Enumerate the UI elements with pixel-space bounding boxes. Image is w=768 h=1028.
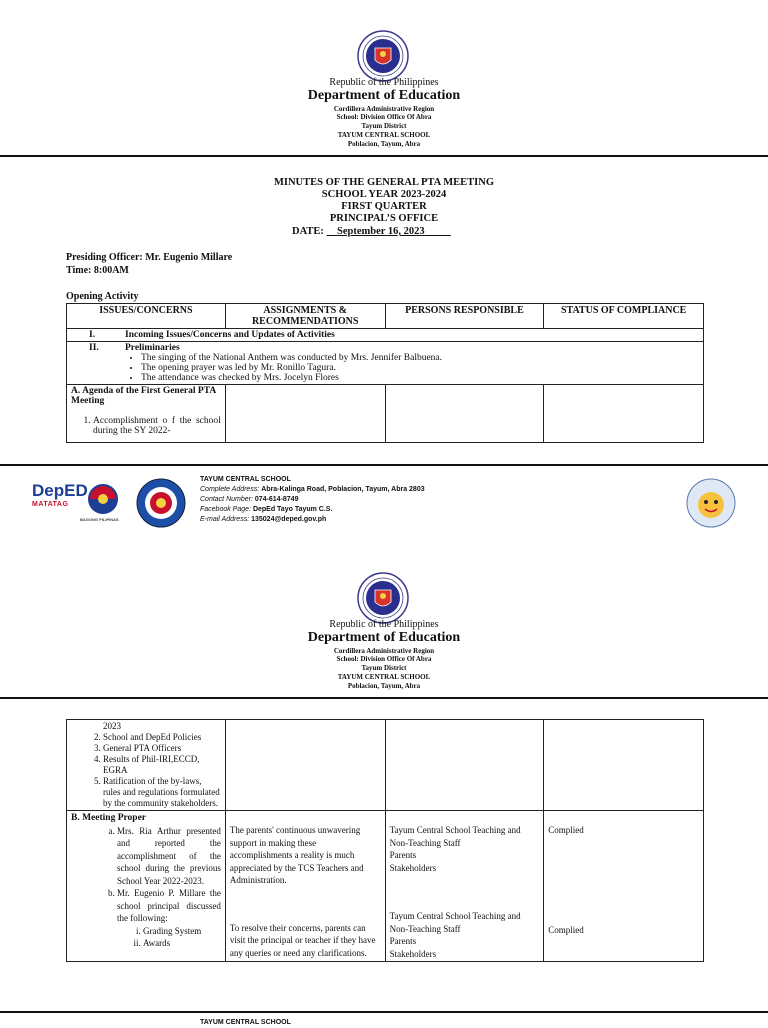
section-one: I. Incoming Issues/Concerns and Updates of Activities [67, 329, 704, 342]
col-persons: PERSONS RESPONSIBLE [385, 304, 544, 329]
date-line [292, 226, 451, 238]
address-label: Poblacion, Tayum, Abra [347, 140, 421, 148]
col-assignments: ASSIGNMENTS & RECOMMENDATIONS [225, 304, 385, 329]
table-header-row [67, 304, 704, 329]
table-row [67, 342, 704, 385]
table-row [67, 385, 704, 443]
minutes-table-continued [66, 719, 704, 962]
minutes-table [66, 303, 704, 443]
table-row [67, 329, 704, 342]
status-cell [544, 811, 704, 962]
table-row [67, 720, 704, 811]
persons-b: Tayum Central School Teaching and Non-Teaching Staff Parents Stakeholders [389, 911, 521, 959]
meeting-time: Time: 8:00AM [66, 265, 129, 276]
district-label: Tayum District [361, 122, 407, 130]
deped-matatag-logo: DepED MATATAG [32, 481, 88, 508]
presiding-officer: Presiding Officer: Mr. Eugenio Millare [66, 252, 233, 263]
bagong-pilipinas-icon [86, 482, 120, 516]
list-item: i. Grading System [143, 925, 221, 938]
agenda-list [71, 732, 221, 809]
status-a: Complied [548, 825, 584, 835]
agenda-continued-cell: 2023 2. School and DepEd Policies 3. General PTA Officers 4. Results of Phil-IRI,ECCD, EGRA 5. Ratification of the by-laws, rules and regulations formulated by the community stakeholders. [67, 720, 226, 811]
school-label: TAYUM CENTRAL SCHOOL [337, 673, 431, 681]
list-item: • The attendance was checked by Mrs. Jocelyn Flores [141, 373, 699, 383]
bagong-pilipinas-label: BAGONG PILIPINAS [80, 517, 119, 522]
recommendations-cell [225, 811, 385, 962]
agenda-cell: A. Agenda of the First General PTA Meeting 1. Accomplishment o f the school during the SY 2022- [67, 385, 226, 443]
republic-label: Republic of the Philippines [329, 77, 439, 88]
title-line2: SCHOOL YEAR 2023-2024 [321, 189, 447, 200]
date-value: September 16, 2023 [337, 226, 425, 237]
republic-label: Republic of the Philippines [329, 619, 439, 630]
division-label: School: Division Office Of Abra [336, 655, 432, 663]
list-item: a. Mrs. Ria Arthur presented and reported the accomplishment of the school during the previous School Year 2022-2023. [117, 825, 221, 888]
school-mascot-icon [686, 478, 736, 528]
footer-school: TAYUM CENTRAL SCHOOL [200, 1019, 291, 1026]
school-seal-icon [136, 478, 186, 528]
district-label: Tayum District [361, 664, 407, 672]
school-label: TAYUM CENTRAL SCHOOL [337, 131, 431, 139]
footer-divider [0, 1011, 768, 1013]
col-status: STATUS OF COMPLIANCE [544, 304, 704, 329]
date-label: DATE: [292, 226, 324, 237]
list-item: b. Mr. Eugenio P. Millare the school principal discussed the following: i. Grading System ii. Awards [117, 887, 221, 950]
persons-cell [385, 811, 544, 962]
persons-a: Tayum Central School Teaching and Non-Teaching Staff Parents Stakeholders [389, 825, 521, 873]
department-name: Department of Education [307, 630, 461, 645]
title-line4: PRINCIPAL’S OFFICE [329, 213, 439, 224]
opening-activity-label: Opening Activity [66, 291, 139, 302]
recommendation-a: The parents' continuous unwavering support in making these accomplishments a reality is much appreciated by the TCS Teachers and Administration. [229, 825, 364, 885]
list-item: 1. Accomplishment o f the school during the SY 2022- [93, 416, 221, 436]
footer-contact: TAYUM CENTRAL SCHOOL Complete Address: Abra-Kalinga Road, Poblacion, Tayum, Abra 2803 Contact Number: 074-614-8749 Facebook Page: DepEd Tayo Tayum C.S. E-mail Address: 135024@deped.gov.ph [200, 476, 425, 523]
address-label: Poblacion, Tayum, Abra [347, 682, 421, 690]
list-item: 3. General PTA Officers [103, 743, 221, 754]
preliminaries-list [71, 353, 699, 383]
list-item: ii. Awards [143, 937, 221, 950]
meeting-proper-cell: B. Meeting Proper a. Mrs. Ria Arthur presented and reported the accomplishment of the school during the previous School Year 2022-2023. b. Mr. Eugenio P. Millare the school principal discussed the following: i. Grading System ii. Awards [67, 811, 226, 962]
list-item: 2. School and DepEd Policies [103, 732, 221, 743]
meeting-proper-list [71, 825, 221, 950]
department-name: Department of Education [307, 88, 461, 103]
deped-seal-icon [357, 30, 409, 82]
status-b: Complied [548, 924, 584, 935]
deped-seal-icon [357, 572, 409, 624]
list-item: 4. Results of Phil-IRI,ECCD, EGRA [103, 754, 221, 776]
title-line1: MINUTES OF THE GENERAL PTA MEETING [273, 177, 495, 188]
table-row [67, 811, 704, 962]
header-divider [0, 697, 768, 699]
division-label: School: Division Office Of Abra [336, 113, 432, 121]
footer-school: TAYUM CENTRAL SCHOOL [200, 476, 291, 483]
region-label: Cordillera Administrative Region [333, 105, 435, 113]
footer-divider [0, 464, 768, 466]
list-item: 5. Ratification of the by-laws, rules and regulations formulated by the community stakeholders. [103, 776, 221, 809]
list-item: • The opening prayer was led by Mr. Ronillo Tagura. [141, 363, 699, 373]
region-label: Cordillera Administrative Region [333, 647, 435, 655]
header-divider [0, 155, 768, 157]
section-two: II. Preliminaries • The singing of the National Anthem was conducted by Mrs. Jennifer Balbuena. • The opening prayer was led by Mr. Ronillo Tagura. • The attendance was checked by Mrs. Jocelyn Flores [67, 342, 704, 385]
recommendation-b: To resolve their concerns, parents can visit the principal or teacher if they have any queries or need any clarifications. [229, 922, 376, 958]
col-issues: ISSUES/CONCERNS [67, 304, 226, 329]
list-item: • The singing of the National Anthem was conducted by Mrs. Jennifer Balbuena. [141, 353, 699, 363]
title-line3: FIRST QUARTER [341, 201, 427, 212]
